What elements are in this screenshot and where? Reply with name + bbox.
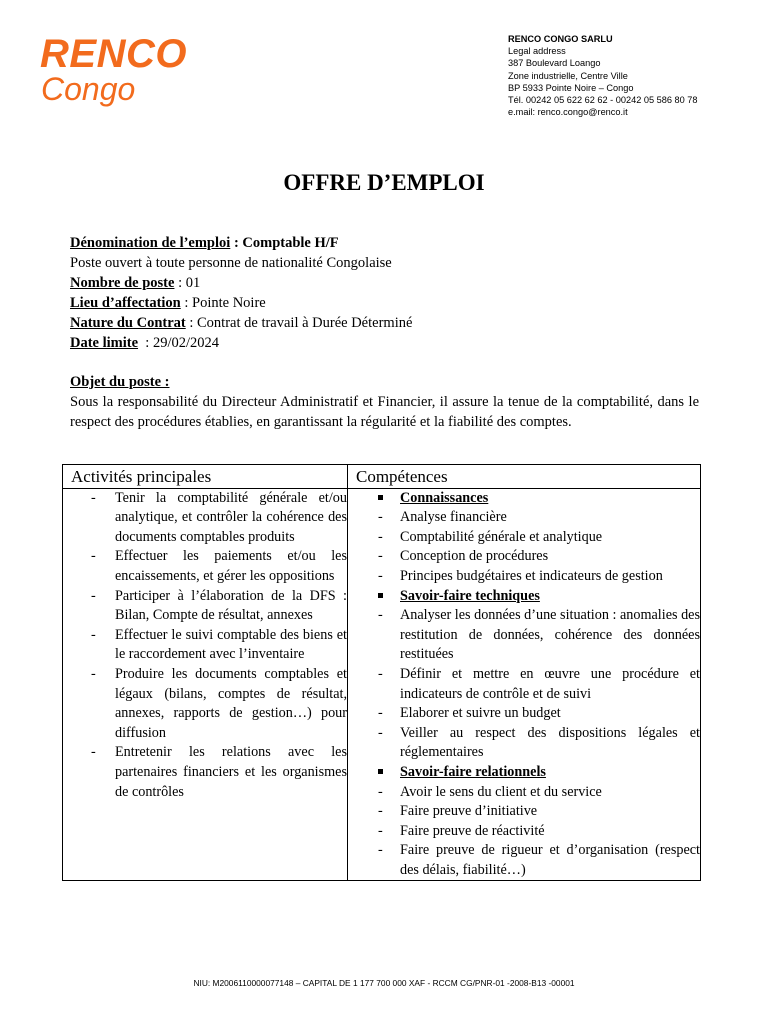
email-line: e.mail: renco.congo@renco.it [508,107,628,118]
list-item: - Elaborer et suivre un budget [378,705,561,722]
denomination-row [70,233,412,253]
list-item: - Effectuer le suivi comptable des biens et le raccordement avec l’inventaire [91,626,347,663]
objet-section [70,372,699,433]
activities-competences-table [62,464,701,881]
competences-cell [348,488,701,881]
col-header-competences: Compétences [348,465,701,489]
objet-text: Sous la responsabilité du Directeur Administratif et Financier, il assure la tenue de la comptabilité, dans le respect des procédures établies, en garantissant la régularité et la fiabilité des comptes. [70,394,699,431]
nombre-value: : 01 [174,275,201,291]
denomination-value: : Comptable H/F [233,235,339,251]
list-item: - Analyser les données d’une situation : anomalies des restitution de données, cohérence des données restituées [378,607,700,663]
logo-renco-text: RENCO [40,32,187,76]
address-line: 387 Boulevard Loango [508,58,601,69]
address-line: Zone industrielle, Centre Ville [508,70,628,81]
company-address-block [508,33,698,118]
list-item: - Participer à l’élaboration de la DFS : Bilan, Compte de résultat, annexes [91,587,347,624]
list-item: - Entretenir les relations avec les partenaires financiers et les organismes de contrôles [91,744,347,800]
list-item: - Tenir la comptabilité générale et/ou analytique, et contrôler la cohérence des documents comptables produits [91,489,347,545]
list-item: - Conception de procédures [378,548,549,565]
lieu-label: Lieu d’affectation [70,295,181,311]
nombre-label: Nombre de poste [70,275,175,291]
legal-footer: NIU: M2006110000077148 – CAPITAL DE 1 177 700 000 XAF - RCCM CG/PNR-01 -2008-B13 -00001 [193,978,575,988]
square-bullet-icon [378,769,383,774]
list-item: - Faire preuve de réactivité [378,822,545,839]
list-item: - Analyse financière [378,509,507,526]
objet-heading: Objet du poste : [70,374,170,390]
list-item: - Faire preuve de rigueur et d’organisation (respect des délais, fiabilité…) [378,842,700,878]
nature-row [70,313,412,333]
phone-line: Tél. 00242 05 622 62 62 - 00242 05 586 80 78 [508,95,698,106]
section-savoir-faire-techniques: Savoir-faire techniques [348,587,700,607]
list-item: - Produire les documents comptables et légaux (bilans, comptes de résultat, annexes, rapports de gestion…) pour diffusion [91,665,347,741]
lieu-row [70,293,412,313]
section-connaissances: Connaissances [348,489,700,509]
list-item: - Avoir le sens du client et du service [378,783,602,800]
list-item: - Veiller au respect des dispositions légales et réglementaires [378,724,700,761]
square-bullet-icon [378,593,383,598]
date-label: Date limite [70,335,139,351]
section-savoir-faire-relationnels: Savoir-faire relationnels [348,763,700,783]
col-header-activites: Activités principales [63,465,348,489]
list-item: - Effectuer les paiements et/ou les encaissements, et gérer les oppositions [91,548,347,584]
list-item: - Comptabilité générale et analytique [378,528,603,545]
logo-congo-text: Congo [41,71,136,107]
job-details [70,233,412,353]
list-item: - Définir et mettre en œuvre une procédure et indicateurs de contrôle et de suivi [378,665,700,702]
nature-value: : Contrat de travail à Durée Déterminé [185,315,413,331]
nombre-row [70,273,412,293]
square-bullet-icon [378,495,383,500]
date-value: : 29/02/2024 [138,335,220,351]
company-name: RENCO CONGO SARLU [508,34,613,44]
address-line: BP 5933 Pointe Noire – Congo [508,82,634,93]
list-item: - Faire preuve d’initiative [378,803,538,820]
page-title: OFFRE D’EMPLOI [283,170,485,195]
nature-label: Nature du Contrat [70,315,186,331]
activites-cell [63,488,348,881]
list-item: - Principes budgétaires et indicateurs de gestion [378,567,663,584]
denomination-label: Dénomination de l’emploi [70,235,231,251]
company-logo [40,34,187,106]
lieu-value: : Pointe Noire [180,295,266,311]
address-line: Legal address [508,46,566,57]
open-to-row: Poste ouvert à toute personne de nationalité Congolaise [70,255,392,271]
date-row [70,333,412,353]
